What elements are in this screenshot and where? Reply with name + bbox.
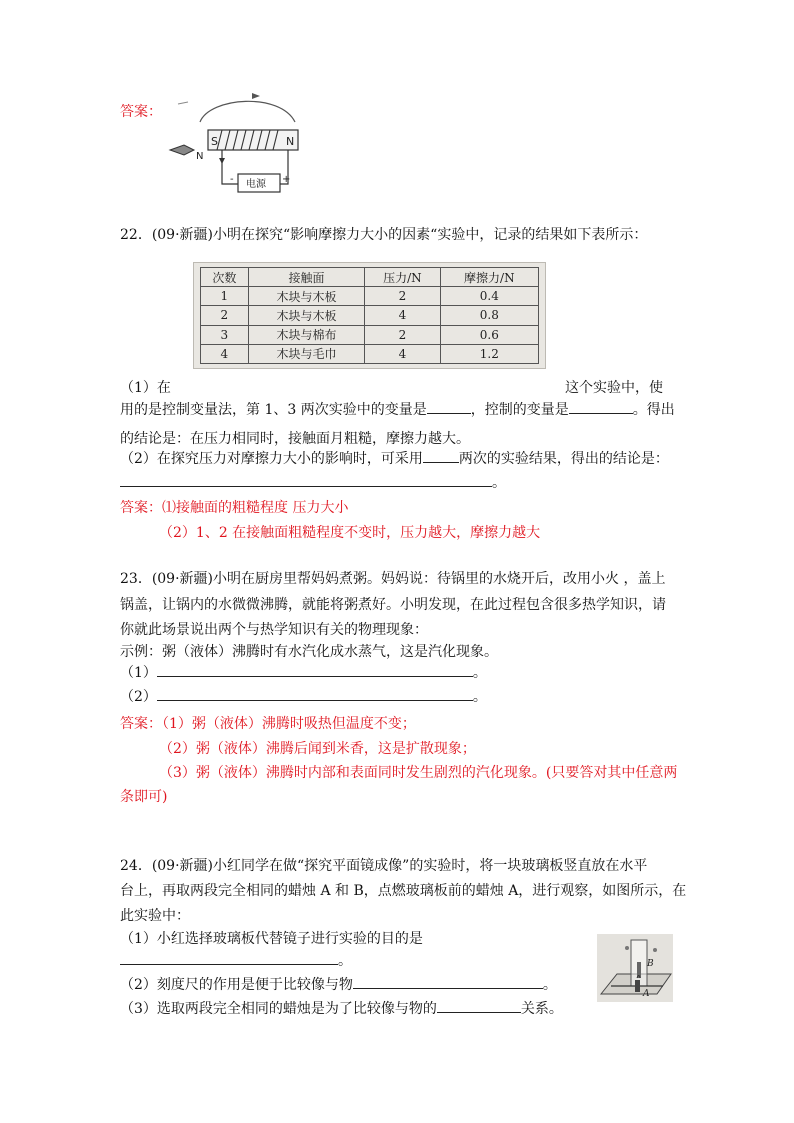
q24-p1: （1）小红选择玻璃板代替镜子进行实验的目的是 bbox=[120, 931, 423, 947]
pole-n-label: N bbox=[286, 135, 295, 148]
q23-answer-4: 条即可) bbox=[120, 789, 168, 805]
solenoid-diagram bbox=[160, 92, 300, 200]
q22-p1-end: 这个实验中，使 bbox=[565, 380, 663, 396]
field-line bbox=[200, 101, 295, 122]
q22-answer-1: 答案：⑴接触面的粗糙程度 压力大小 bbox=[120, 500, 349, 516]
q23-line1: 23．(09·新疆)小明在厨房里帮妈妈煮粥。妈妈说：待锅里的水烧开后，改用小火 ，盖上 bbox=[120, 571, 666, 587]
friction-table bbox=[200, 267, 539, 364]
q23-line2: 锅盖，让锅内的水微微沸腾，就能将粥煮好。小明发现，在此过程包含很多热学知识，请 bbox=[120, 597, 666, 613]
table-row: 2 木块与木板 4 0.8 bbox=[201, 306, 539, 325]
table-header: 摩擦力/N bbox=[440, 268, 538, 287]
answer-blank[interactable] bbox=[437, 998, 521, 1013]
q24-line1: 24．(09·新疆)小红同学在做“探究平面镜成像”的实验时，将一块玻璃板竖直放在水平 bbox=[120, 858, 648, 874]
svg-text:+: + bbox=[282, 174, 291, 185]
q24-p3: （3）选取两段完全相同的蜡烛是为了比较像与物的 关系。 bbox=[120, 998, 563, 1020]
friction-table-image bbox=[193, 262, 546, 369]
q22-p1-start: （1）在 bbox=[120, 380, 171, 396]
q24-line2: 台上，再取两段完全相同的蜡烛 A 和 B，点燃玻璃板前的蜡烛 A，进行观察，如图所示，在 bbox=[120, 883, 687, 899]
q22-p1-conclusion: 的结论是：在压力相同时，接触面月粗糙，摩擦力越大。 bbox=[120, 431, 470, 447]
table-header-row bbox=[201, 268, 539, 287]
pole-s-label: S bbox=[211, 135, 218, 148]
answer-blank[interactable] bbox=[120, 472, 492, 487]
candle-a bbox=[635, 980, 640, 992]
q22-p2-line2: 。 bbox=[120, 472, 506, 494]
plane-mirror-diagram bbox=[597, 934, 673, 1002]
table-header: 压力/N bbox=[365, 268, 440, 287]
answer-blank[interactable] bbox=[427, 399, 471, 414]
table-header: 接触面 bbox=[248, 268, 364, 287]
q22-stem: 22．(09·新疆)小明在探究“影响摩擦力大小的因素“实验中，记录的结果如下表所示： bbox=[120, 227, 648, 243]
q23-answer-3: （3）粥（液体）沸腾时内部和表面同时发生剧烈的汽化现象。(只要答对其中任意两 bbox=[159, 765, 678, 781]
q22-p2-line1: （2）在探究压力对摩擦力大小的影响时，可采用 两次的实验结果，得出的结论是： bbox=[120, 448, 669, 470]
label-a: A bbox=[643, 989, 650, 999]
q23-answer-1: 答案：（1）粥（液体）沸腾时吸热但温度不变； bbox=[120, 716, 416, 732]
answer-blank[interactable] bbox=[157, 662, 473, 677]
answer-blank[interactable] bbox=[353, 974, 543, 989]
compass-needle bbox=[170, 145, 194, 155]
q22-answer-2: （2）1、2 在接触面粗糙程度不变时，压力越大，摩擦力越大 bbox=[159, 525, 541, 541]
answer-blank[interactable] bbox=[157, 686, 473, 701]
q23-line3: 你就此场景说出两个与热学知识有关的物理现象： bbox=[120, 622, 428, 638]
answer-blank[interactable] bbox=[423, 448, 459, 463]
power-label: 电源 bbox=[246, 179, 266, 190]
q23-blank-1: （1） 。 bbox=[120, 662, 487, 684]
table-row: 1 木块与木板 2 0.4 bbox=[201, 287, 539, 306]
q23-answer-2: （2）粥（液体）沸腾后闻到米香，这是扩散现象； bbox=[159, 741, 476, 757]
label-b: B bbox=[647, 959, 654, 969]
table-row: 4 木块与毛巾 4 1.2 bbox=[201, 344, 539, 363]
table-header: 次数 bbox=[201, 268, 249, 287]
q23-example: 示例：粥（液体）沸腾时有水汽化成水蒸气，这是汽化现象。 bbox=[120, 644, 498, 660]
q21-answer-label: 答案： bbox=[120, 104, 162, 120]
q22-p1-line2: 用的是控制变量法，第 1、3 两次实验中的变量是 ，控制的变量是 。得出 bbox=[120, 399, 675, 421]
answer-blank[interactable] bbox=[120, 950, 338, 965]
q23-blank-2: （2） 。 bbox=[120, 686, 487, 708]
q24-p1-blank: 。 bbox=[120, 950, 352, 972]
compass-label: N bbox=[196, 151, 204, 162]
q24-line3: 此实验中： bbox=[120, 908, 190, 924]
table-row: 3 木块与棉布 2 0.6 bbox=[201, 325, 539, 344]
answer-blank[interactable] bbox=[569, 399, 633, 414]
svg-text:-: - bbox=[230, 174, 234, 185]
q24-p2: （2）刻度尺的作用是便于比较像与物 。 bbox=[120, 974, 557, 996]
